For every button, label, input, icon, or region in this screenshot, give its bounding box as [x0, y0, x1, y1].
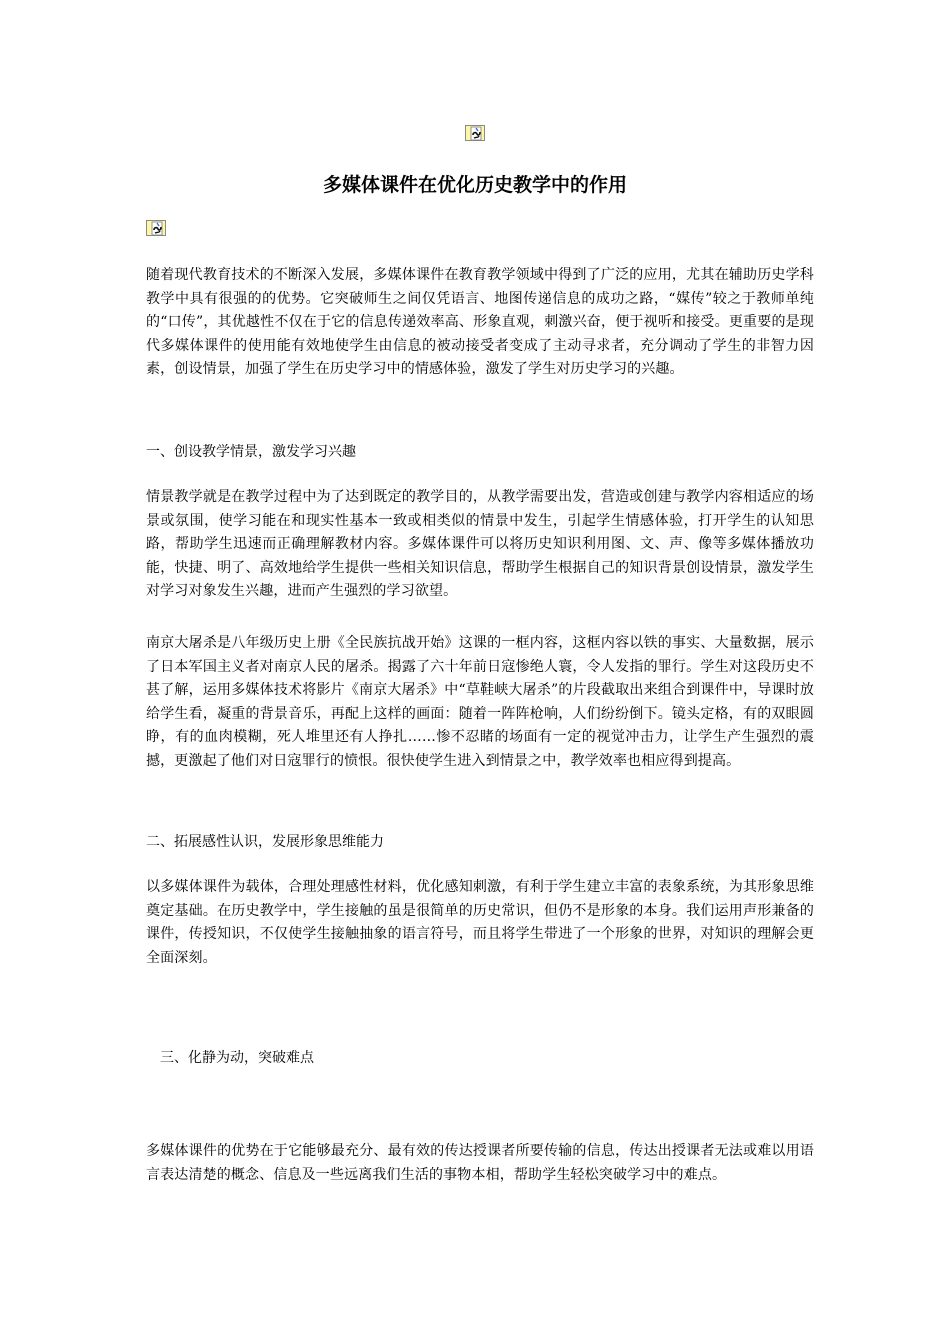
section-1-paragraph-1: 情景教学就是在教学过程中为了达到既定的教学目的，从教学需要出发，营造或创建与教学内容相适应的场景或氛围，使学习能在和现实性基本一致或相类似的情景中发生，引起学生情感体验，打开学生的认知思路，帮助学生迅速而正确理解教材内容。多媒体课件可以将历史知识利用图、文、声、像等多媒体播放功能，快捷、明了、高效地给学生提供一些相关知识信息，帮助学生根据自己的知识背景创设情景，激发学生对学习对象发生兴趣，进而产生强烈的学习欲望。	[146, 489, 814, 600]
section-1-paragraph-2: 南京大屠杀是八年级历史上册《全民族抗战开始》这课的一框内容，这框内容以铁的事实、大量数据，展示了日本军国主义者对南京人民的屠杀。揭露了六十年前日寇惨绝人寰，令人发指的罪行。学生对这段历史不甚了解，运用多媒体技术将影片《南京大屠杀》中“草鞋峡大屠杀”的片段截取出来组合到课件中，导课时放给学生看，凝重的背景音乐，再配上这样的画面：随着一阵阵枪响，人们纷纷倒下。镜头定格，有的双眼圆睁，有的血肉模糊，死人堆里还有人挣扎……惨不忍睹的场面有一定的视觉冲击力，让学生产生强烈的震撼，更激起了他们对日寇罪行的愤恨。很快使学生进入到情景之中，教学效率也相应得到提高。	[146, 635, 814, 769]
embedded-object-icon[interactable]	[146, 220, 166, 236]
section-2-paragraph: 以多媒体课件为载体，合理处理感性材料，优化感知刺激，有利于学生建立丰富的表象系统，为其形象思维奠定基础。在历史教学中，学生接触的虽是很简单的历史常识，但仍不是形象的本身。我们运用声形兼备的课件，传授知识，不仅使学生接触抽象的语言符号，而且将学生带进了一个形象的世界，对知识的理解会更全面深刻。	[146, 879, 814, 966]
document-title: 多媒体课件在优化历史教学中的作用	[322, 174, 627, 196]
section-heading-2: 二、拓展感性认识，发展形象思维能力	[146, 834, 384, 850]
embedded-object-icon[interactable]	[465, 125, 485, 141]
section-3-paragraph: 多媒体课件的优势在于它能够最充分、最有效的传达授课者所要传输的信息，传达出授课者无法或难以用语言表达清楚的概念、信息及一些远离我们生活的事物本相，帮助学生轻松突破学习中的难点。	[146, 1143, 814, 1183]
embedded-object-glyph	[468, 126, 484, 141]
embedded-object-glyph	[149, 221, 165, 236]
intro-paragraph: 随着现代教育技术的不断深入发展，多媒体课件在教育教学领域中得到了广泛的应用，尤其在辅助历史学科教学中具有很强的的优势。它突破师生之间仅凭语言、地图传递信息的成功之路，“媒传”较之于教师单纯的“口传”，其优越性不仅在于它的信息传递效率高、形象直观，刺激兴奋，便于视听和接受。更重要的是现代多媒体课件的使用能有效地使学生由信息的被动接受者变成了主动寻求者，充分调动了学生的非智力因素，创设情景，加强了学生在历史学习中的情感体验，激发了学生对历史学习的兴趣。	[146, 267, 814, 378]
section-heading-3: 三、化静为动，突破难点	[160, 1050, 314, 1066]
section-heading-1: 一、创设教学情景，激发学习兴趣	[146, 444, 356, 460]
